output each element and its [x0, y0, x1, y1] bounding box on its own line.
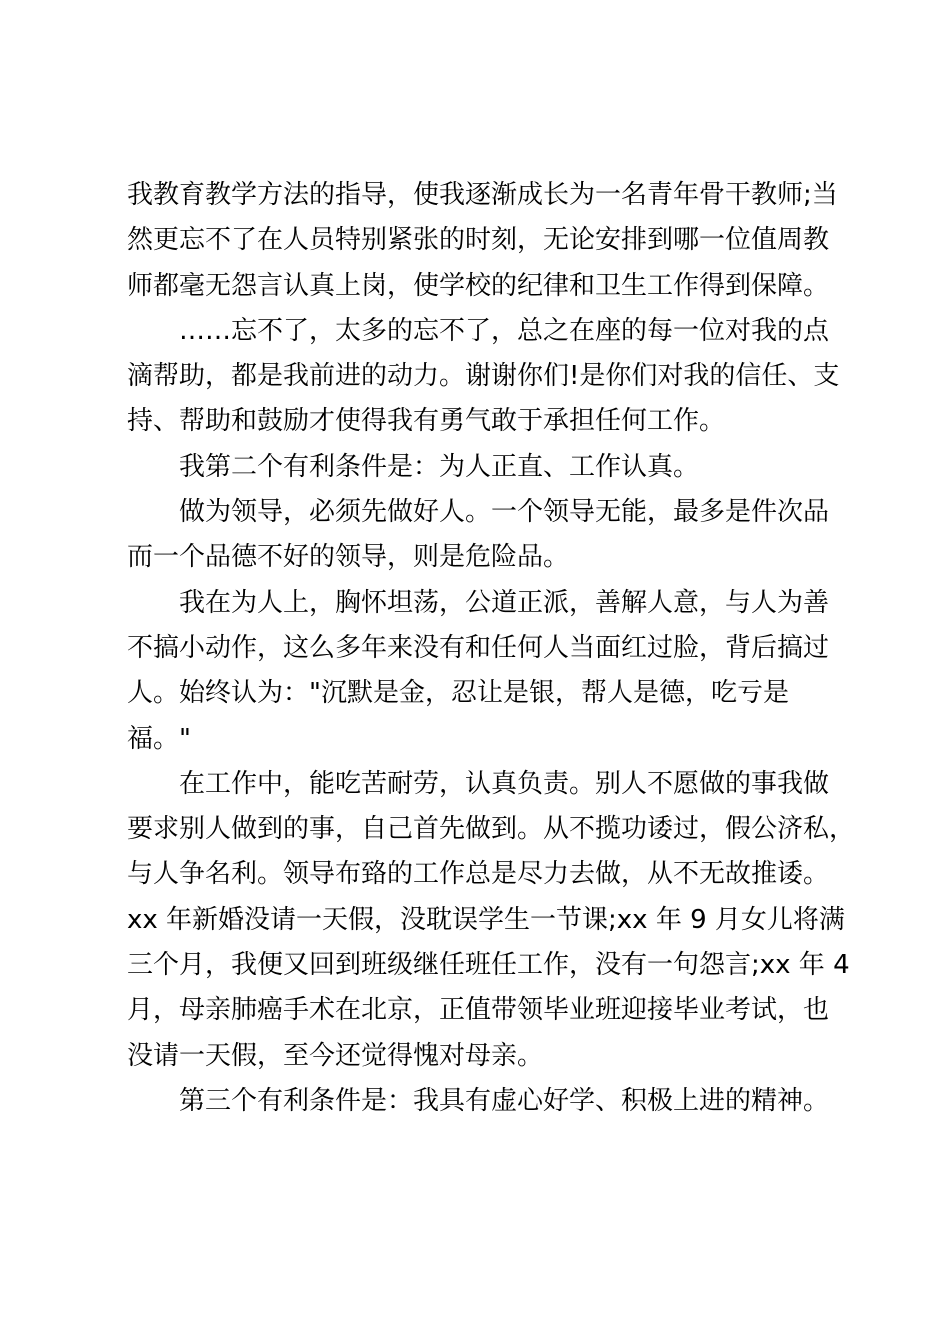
document-body: [127, 173, 856, 1124]
text-line: 不搞小动作，这么多年来没有和任何人当面红过脸，背后搞过: [127, 632, 830, 663]
text-line: 我教育教学方法的指导，使我逐渐成长为一名青年骨干教师;当: [127, 180, 838, 210]
text-line: 师都毫无怨言认真上岗，使学校的纪律和卫生工作得到保障。: [127, 270, 830, 301]
text-line: 月，母亲肺癌手术在北京，正值带领毕业班迎接毕业考试，也: [127, 995, 830, 1026]
text-line: 三个月，我便又回到班级继任班任工作，没有一句怨言;xx 年 4: [127, 950, 850, 981]
text-line: 人。始终认为："沉默是金，忍让是银，帮人是德，吃亏是: [127, 678, 789, 709]
text-line: 做为领导，必须先做好人。一个领导无能，最多是件次品: [179, 497, 830, 528]
text-line: 然更忘不了在人员特别紧张的时刻，无论安排到哪一位值周教: [127, 225, 830, 256]
text-line: 我在为人上，胸怀坦荡，公道正派，善解人意，与人为善: [179, 587, 830, 618]
text-line: 福。": [127, 723, 191, 754]
text-line: 第三个有利条件是：我具有虚心好学、积极上进的精神。: [179, 1085, 830, 1116]
text-line: ……忘不了，太多的忘不了，总之在座的每一位对我的点: [179, 315, 830, 346]
text-line: 在工作中，能吃苦耐劳，认真负责。别人不愿做的事我做: [179, 768, 830, 799]
text-line: 而一个品德不好的领导，则是危险品。: [127, 542, 570, 573]
text-line: 与人争名利。领导布臵的工作总是尽力去做，从不无故推诿。: [127, 859, 830, 890]
text-line: xx 年新婚没请一天假，没耽误学生一节课;xx 年 9 月女儿将满: [127, 904, 845, 935]
text-line: 持、帮助和鼓励才使得我有勇气敢于承担任何工作。: [127, 406, 726, 437]
text-line: 滴帮助，都是我前进的动力。谢谢你们!是你们对我的信任、支: [127, 361, 840, 392]
text-line: 我第二个有利条件是：为人正直、工作认真。: [179, 451, 700, 482]
text-line: 要求别人做到的事，自己首先做到。从不揽功诿过，假公济私，: [127, 814, 856, 845]
text-line: 没请一天假，至今还觉得愧对母亲。: [127, 1040, 544, 1071]
